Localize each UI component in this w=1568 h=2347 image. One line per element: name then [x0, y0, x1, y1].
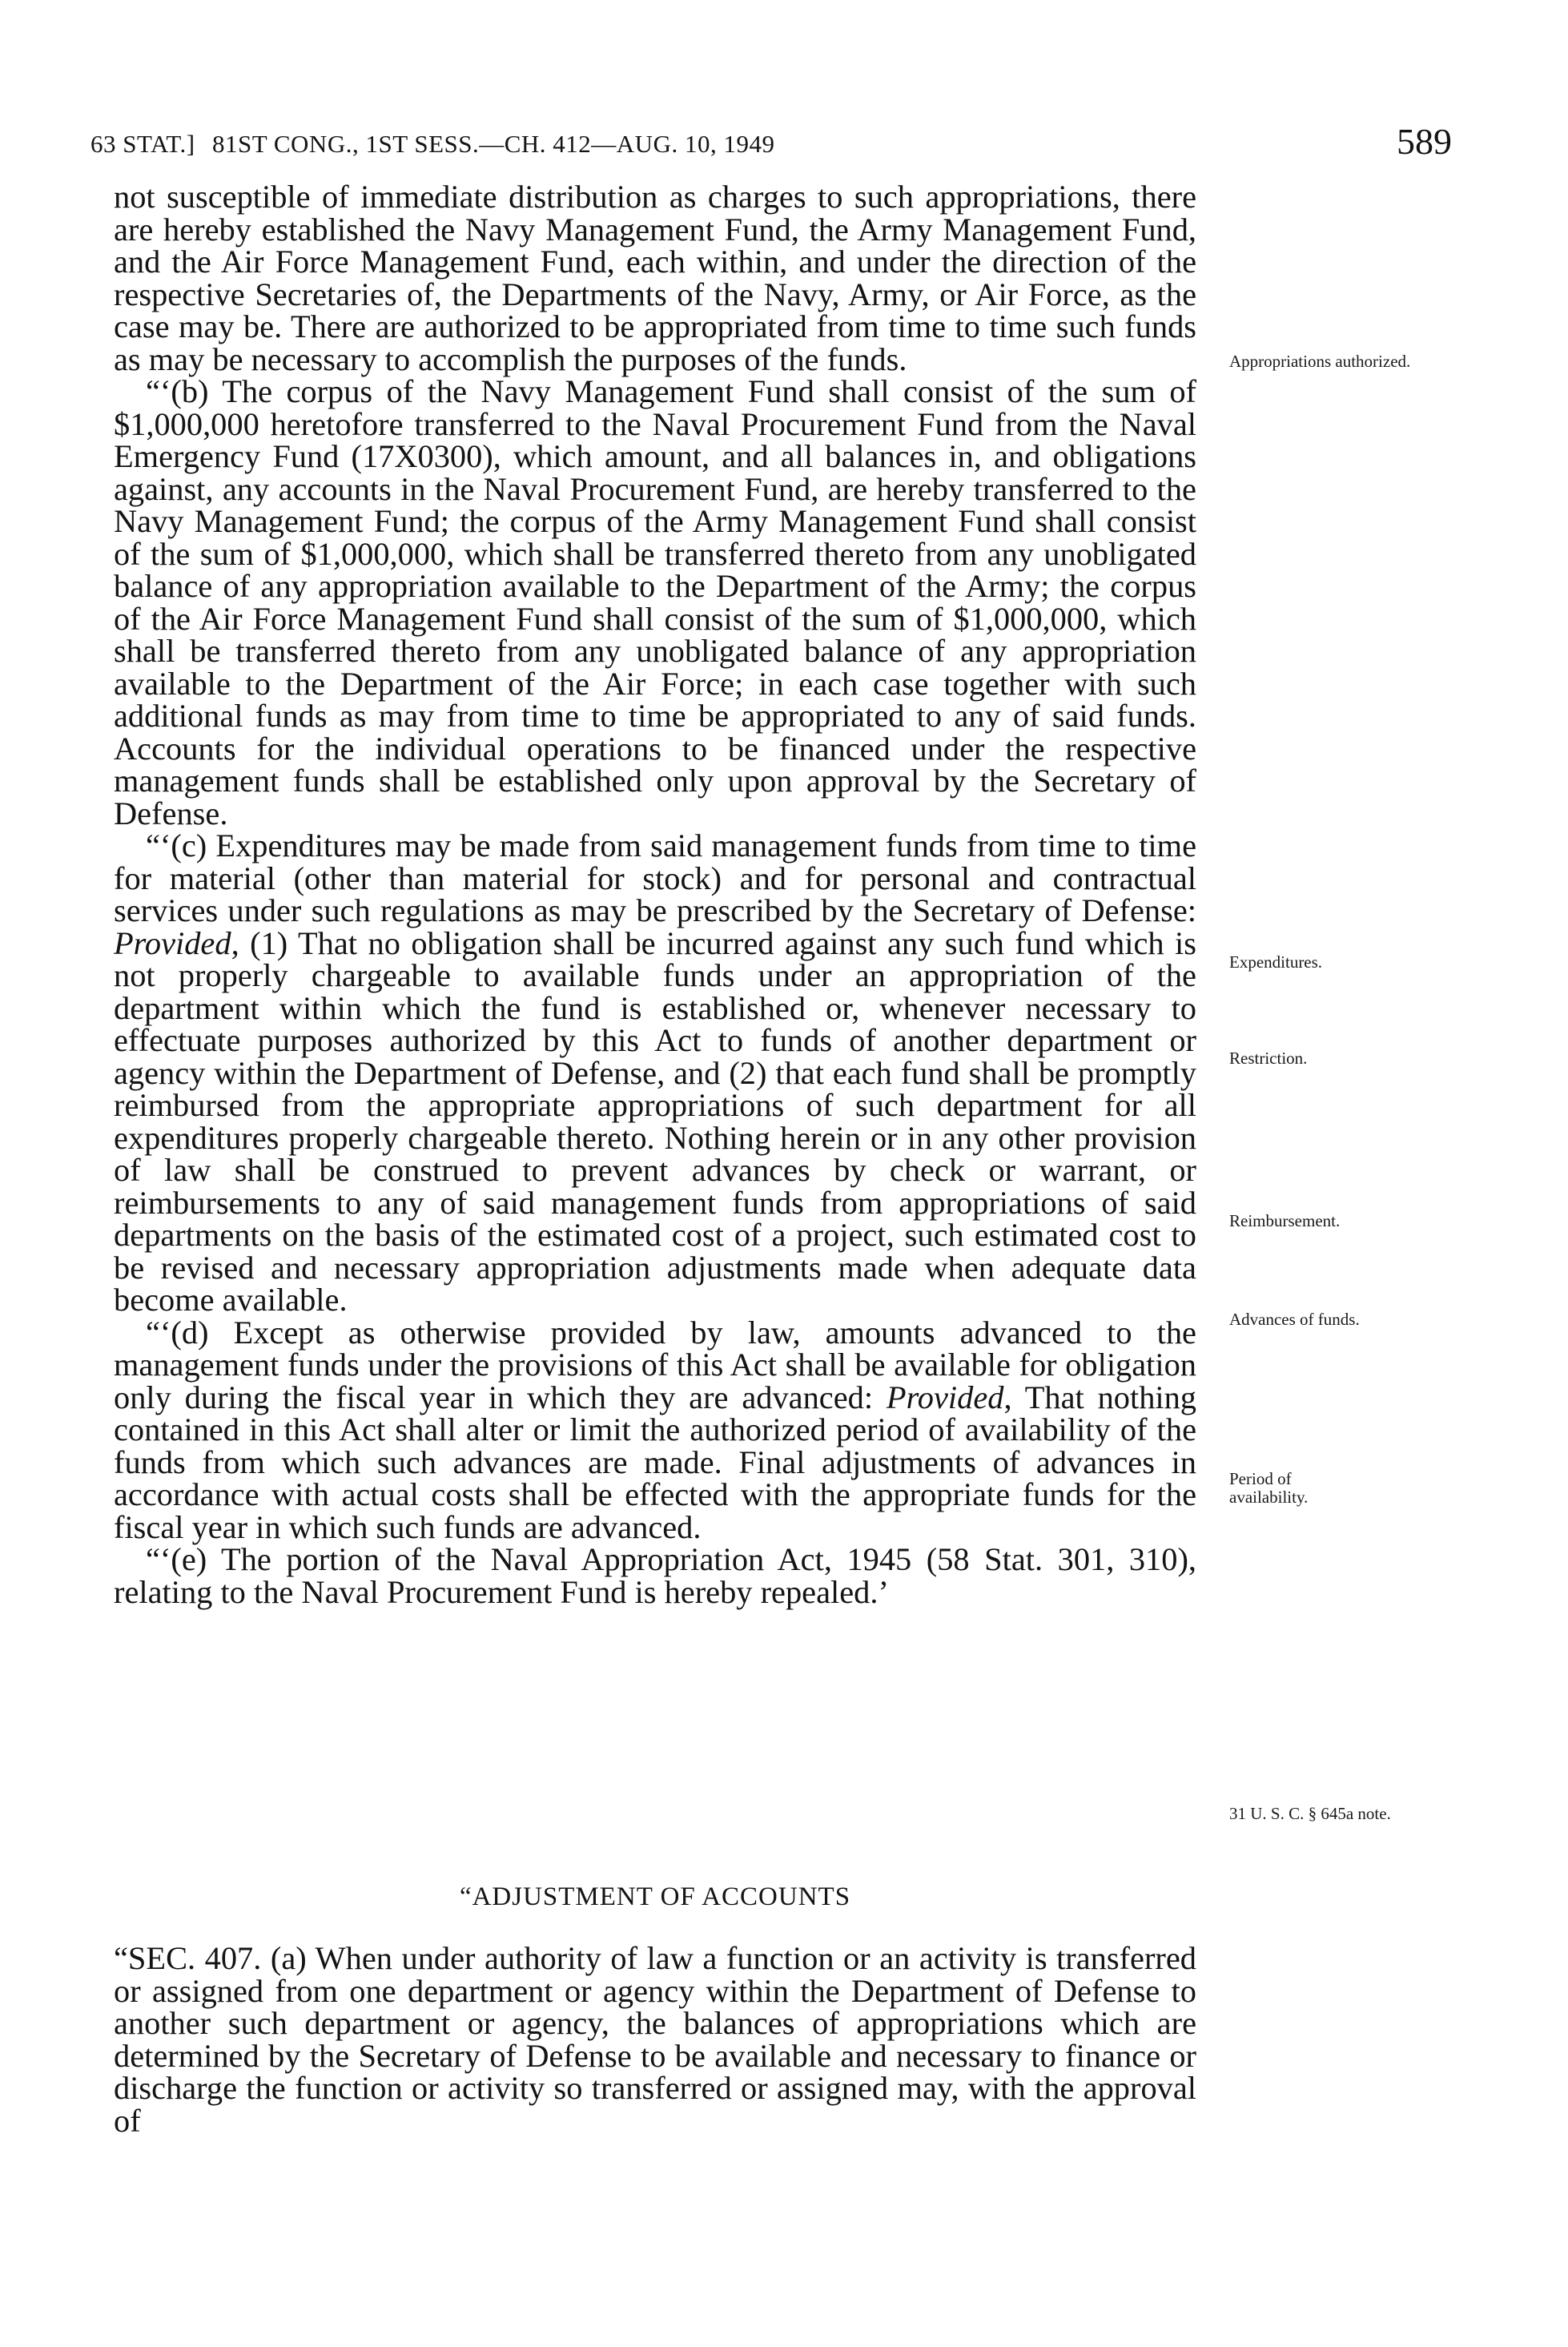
congress-session-chapter: 81ST CONG., 1ST SESS.—CH. 412—AUG. 10, 1949: [212, 130, 775, 158]
margin-note-period: Period of availability.: [1229, 1469, 1309, 1507]
statute-volume: 63 STAT.]: [90, 130, 195, 158]
section-407: [114, 1942, 1196, 2137]
paragraph-c-text-2: , (1) That no obligation shall be incurred against any such fund which is not properly chargeable to available funds under an appropriation of the department within which the fund is established or, whenever necessary to effectuate purposes authorized by this Act to funds of another department or agency within the Department of Defense, and (2) that each fund shall be promptly reimbursed from the appropriate appropriations of such department for all expenditures properly chargeable thereto. Nothing herein or in any other provision of law shall be construed to prevent advances by check or warrant, or reimbursements to any of said management funds from appropriations of said departments on the basis of the estimated cost of a project, such estimated cost to be revised and necessary appropriation adjustments made when adequate data become available.: [114, 924, 1196, 1318]
paragraph-d-text-2: , That nothing contained in this Act shall alter or limit the authorized period of availability of the funds from which such advances are made. Final adjustments of advances in accordance with actual costs shall be effected with the appropriate funds for the fiscal year in which such funds are advanced.: [114, 1379, 1197, 1545]
margin-note-usc: 31 U. S. C. § 645a note.: [1229, 1804, 1391, 1823]
margin-note-reimbursement: Reimbursement.: [1229, 1211, 1341, 1230]
paragraph-e-repeal: “‘(e) The portion of the Naval Appropriation Act, 1945 (58 Stat. 301, 310), relating to the Naval Procurement Fund is hereby repealed.’: [114, 1541, 1196, 1610]
section-407-text: “SEC. 407. (a) When under authority of law a function or an activity is transferred or assigned from one department or agency within the Department of Defense to another such department or agency, the balances of appropriations which are determined by the Secretary of Defense to be available and necessary to finance or discharge the function or activity so transferred or assigned may, with the approval of: [114, 1940, 1196, 2139]
paragraph-d-text-1: “‘(d) Except as otherwise provided by law, amounts advanced to the management funds under the provisions of this Act shall be available for obligation only during the fiscal year in which they are advanced:: [114, 1314, 1196, 1415]
paragraph-c-text-1: “‘(c) Expenditures may be made from said management funds from time to time for material (other than material for stock) and for personal and contractual services under such regulations as may be prescribed by the Secretary of Defense:: [114, 827, 1196, 928]
paragraph-b-corpus: “‘(b) The corpus of the Navy Management Fund shall consist of the sum of $1,000,000 heretofore transferred to the Naval Procurement Fund from the Naval Emergency Fund (17X0300), which amount, and all balances in, and obligations against, any accounts in the Naval Procurement Fund, are hereby transferred to the Navy Management Fund; the corpus of the Army Management Fund shall consist of the sum of $1,000,000, which shall be transferred thereto from any unobligated balance of any appropriation available to the Department of the Army; the corpus of the Air Force Management Fund shall consist of the sum of $1,000,000, which shall be transferred thereto from any unobligated balance of any appropriation available to the Department of the Air Force; in each case together with such additional funds as may from time to time be appropriated to any of said funds. Accounts for the individual operations to be financed under the respective management funds shall be established only upon approval by the Secretary of Defense.: [114, 373, 1196, 831]
margin-note-appropriations: Appropriations authorized.: [1229, 352, 1411, 371]
statute-body: [114, 181, 1196, 1608]
provided-italic-1: Provided: [114, 924, 231, 961]
provided-italic-2: Provided: [886, 1379, 1004, 1415]
running-header: [90, 120, 1452, 168]
paragraph-management-funds: not susceptible of immediate distribution as charges to such appropriations, there are hereby established the Navy Management Fund, the Army Management Fund, and the Air Force Management Fund, each within, and under the direction of the respective Secretaries of, the Departments of the Navy, Army, or Air Force, as the case may be. There are authorized to be appropriated from time to time such funds as may be necessary to accomplish the purposes of the funds.: [114, 179, 1196, 377]
page-number: 589: [1397, 121, 1452, 162]
paragraph-d-availability: [114, 1314, 1197, 1545]
paragraph-c-expenditures: [114, 827, 1196, 1318]
margin-note-expenditures: Expenditures.: [1229, 952, 1323, 972]
margin-note-advances: Advances of funds.: [1229, 1310, 1360, 1329]
section-heading: “ADJUSTMENT OF ACCOUNTS: [459, 1882, 851, 1911]
margin-note-restriction: Restriction.: [1229, 1049, 1308, 1068]
